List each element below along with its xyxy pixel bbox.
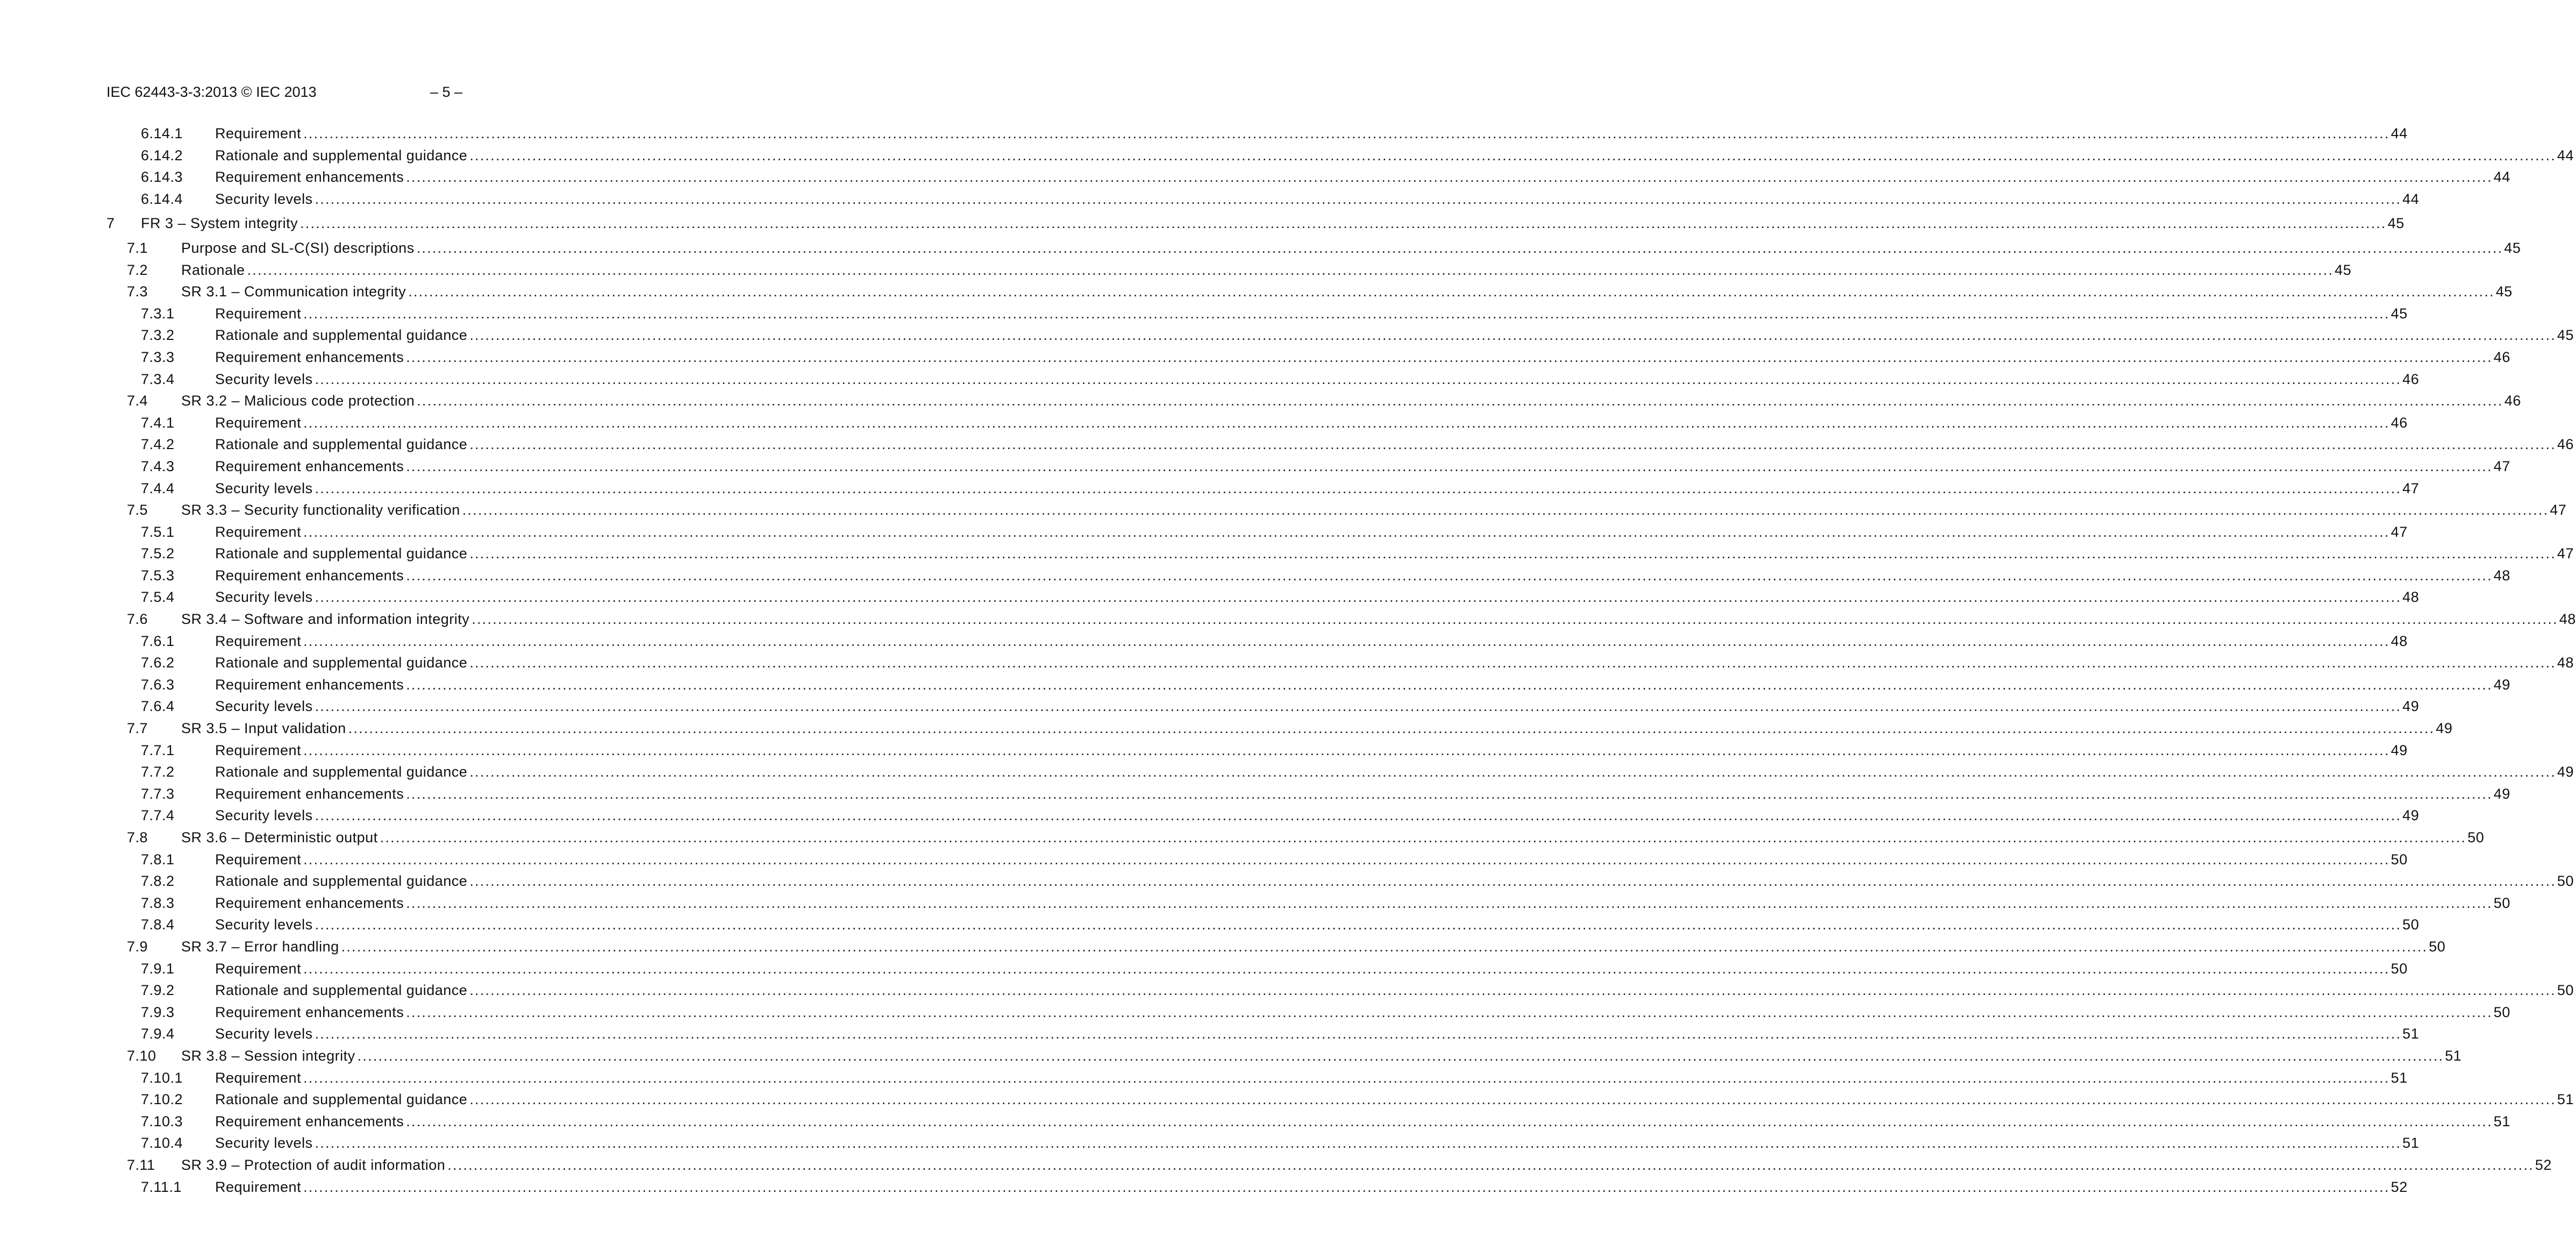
toc-entry-title: Requirement enhancements <box>215 784 406 804</box>
toc-entry-body <box>215 167 2510 187</box>
toc-entry[interactable] <box>106 1133 2420 1155</box>
page-number: – 5 – <box>430 84 463 100</box>
toc-entry-page: 45 <box>2495 283 2513 300</box>
toc-entry[interactable] <box>106 741 2408 763</box>
toc-entry-number: 7.5.1 <box>141 523 175 540</box>
dot-leader: ................................................................................................................................................................................................................................................................................................................................................................................................................ <box>303 632 2390 649</box>
toc-entry-title: Rationale and supplemental guidance <box>215 544 469 563</box>
toc-entry-number: 7.6 <box>127 611 148 628</box>
toc-entry-title: Requirement <box>215 1177 303 1197</box>
toc-entry-page: 46 <box>2493 349 2510 365</box>
toc-entry-body <box>215 806 2420 825</box>
toc-entry-number: 7.3.4 <box>141 371 175 387</box>
toc-entry-title: Rationale and supplemental guidance <box>215 325 469 345</box>
toc-entry-number: 7.10.3 <box>141 1113 183 1129</box>
toc-entry[interactable] <box>106 980 2574 1003</box>
dot-leader: ................................................................................................................................................................................................................................................................................................................................................................................................................ <box>462 502 2549 518</box>
toc-entry[interactable] <box>106 347 2510 369</box>
toc-entry-title: Requirement enhancements <box>215 675 406 694</box>
dot-leader: ................................................................................................................................................................................................................................................................................................................................................................................................................ <box>303 960 2390 977</box>
toc-entry[interactable] <box>106 304 2408 326</box>
toc-entry-page: 46 <box>2504 393 2521 409</box>
toc-entry-number: 7.3 <box>127 283 148 300</box>
toc-entry-page: 48 <box>2559 611 2576 628</box>
toc-entry-number: 7.7.3 <box>141 785 175 802</box>
toc-entry-title: FR 3 – System integrity <box>141 214 300 233</box>
toc-entry-title: Purpose and SL-C(SI) descriptions <box>181 238 417 258</box>
toc-entry-page: 48 <box>2557 655 2574 671</box>
toc-entry-title: Security levels <box>215 696 315 716</box>
dot-leader: ................................................................................................................................................................................................................................................................................................................................................................................................................ <box>315 190 2402 207</box>
toc-entry-body <box>215 435 2574 454</box>
dot-leader: ................................................................................................................................................................................................................................................................................................................................................................................................................ <box>469 764 2556 780</box>
toc-entry-body <box>215 1068 2408 1088</box>
dot-leader: ................................................................................................................................................................................................................................................................................................................................................................................................................ <box>300 215 2387 232</box>
toc-entry-page: 50 <box>2493 894 2510 911</box>
toc-entry-body <box>215 915 2420 934</box>
toc-entry[interactable] <box>106 631 2408 653</box>
toc-entry-number: 7.10.4 <box>141 1135 183 1152</box>
toc-entry-page: 47 <box>2550 502 2567 518</box>
toc-entry-title: Rationale and supplemental guidance <box>215 435 469 454</box>
toc-entry-title: Rationale and supplemental guidance <box>215 871 469 891</box>
toc-entry[interactable] <box>106 871 2574 893</box>
toc-entry-body <box>215 325 2574 345</box>
toc-entry-number: 7.9.1 <box>141 960 175 977</box>
toc-entry-number: 6.14.3 <box>141 169 183 186</box>
toc-entry-number: 7.4.3 <box>141 458 175 474</box>
toc-entry-page: 50 <box>2557 873 2574 890</box>
toc-entry-number: 7.7.4 <box>141 807 175 824</box>
toc-entry-title: Rationale and supplemental guidance <box>215 762 469 781</box>
toc-entry-page: 46 <box>2402 371 2420 387</box>
dot-leader: ................................................................................................................................................................................................................................................................................................................................................................................................................ <box>341 938 2428 955</box>
toc-entry[interactable] <box>106 238 2521 260</box>
dot-leader: ................................................................................................................................................................................................................................................................................................................................................................................................................ <box>303 523 2390 540</box>
toc-entry-title: Requirement <box>215 741 303 760</box>
dot-leader: ................................................................................................................................................................................................................................................................................................................................................................................................................ <box>406 1113 2493 1129</box>
toc-entry-title: SR 3.2 – Malicious code protection <box>181 391 417 410</box>
toc-entry-number: 7.6.4 <box>141 698 175 715</box>
toc-entry[interactable] <box>106 566 2510 588</box>
toc-entry-title: Requirement enhancements <box>215 893 406 913</box>
toc-entry[interactable] <box>106 762 2574 784</box>
toc-entry-title: SR 3.9 – Protection of audit information <box>181 1155 447 1175</box>
toc-entry-page: 44 <box>2402 190 2420 207</box>
toc-entry-body <box>181 238 2521 258</box>
dot-leader: ................................................................................................................................................................................................................................................................................................................................................................................................................ <box>406 785 2493 802</box>
toc-entry-title: Rationale <box>181 260 247 280</box>
toc-entry[interactable] <box>106 325 2574 347</box>
toc-entry-body <box>215 124 2408 143</box>
dot-leader: ................................................................................................................................................................................................................................................................................................................................................................................................................ <box>315 916 2402 933</box>
dot-leader: ................................................................................................................................................................................................................................................................................................................................................................................................................ <box>469 436 2556 453</box>
toc-entry-number: 7.3.3 <box>141 349 175 365</box>
toc-entry-page: 51 <box>2493 1113 2510 1129</box>
toc-entry[interactable] <box>106 479 2420 501</box>
toc-entry-number: 7.11.1 <box>141 1178 182 1195</box>
toc-entry-page: 50 <box>2391 960 2408 977</box>
toc-entry-body <box>215 1177 2408 1197</box>
toc-entry-title: Rationale and supplemental guidance <box>215 980 469 1000</box>
toc-entry[interactable] <box>106 1003 2510 1025</box>
toc-entry-body <box>215 850 2408 869</box>
dot-leader: ................................................................................................................................................................................................................................................................................................................................................................................................................ <box>472 611 2558 628</box>
toc-entry-number: 7.8.4 <box>141 916 175 933</box>
toc-entry-body <box>141 214 2404 233</box>
toc-entry-number: 7.5.2 <box>141 545 175 562</box>
toc-entry-page: 48 <box>2493 567 2510 584</box>
toc-entry-body <box>215 522 2408 542</box>
dot-leader: ................................................................................................................................................................................................................................................................................................................................................................................................................ <box>303 1069 2390 1086</box>
toc-entry-body <box>215 631 2408 651</box>
toc-entry-title: Requirement <box>215 522 303 542</box>
table-of-contents <box>106 124 2576 1199</box>
toc-entry[interactable] <box>106 915 2420 937</box>
toc-entry[interactable] <box>106 1068 2408 1090</box>
toc-entry-number: 7.6.2 <box>141 655 175 671</box>
dot-leader: ................................................................................................................................................................................................................................................................................................................................................................................................................ <box>416 239 2503 256</box>
toc-entry-body <box>181 828 2485 847</box>
toc-entry-number: 6.14.1 <box>141 125 183 141</box>
toc-entry-page: 46 <box>2557 436 2574 453</box>
toc-entry-body <box>215 146 2574 165</box>
toc-entry-title: Rationale and supplemental guidance <box>215 653 469 672</box>
toc-entry-title: SR 3.5 – Input validation <box>181 719 348 738</box>
dot-leader: ................................................................................................................................................................................................................................................................................................................................................................................................................ <box>406 567 2493 584</box>
dot-leader: ................................................................................................................................................................................................................................................................................................................................................................................................................ <box>247 261 2334 278</box>
dot-leader: ................................................................................................................................................................................................................................................................................................................................................................................................................ <box>315 1026 2402 1042</box>
toc-entry-page: 48 <box>2402 589 2420 606</box>
dot-leader: ................................................................................................................................................................................................................................................................................................................................................................................................................ <box>315 698 2402 715</box>
toc-entry-title: SR 3.7 – Error handling <box>181 937 341 956</box>
toc-entry-page: 50 <box>2493 1004 2510 1020</box>
toc-entry-number: 7.9.4 <box>141 1026 175 1042</box>
toc-entry[interactable] <box>106 214 2404 236</box>
toc-entry-body <box>181 719 2453 738</box>
toc-entry-number: 7.8.1 <box>141 851 175 868</box>
dot-leader: ................................................................................................................................................................................................................................................................................................................................................................................................................ <box>315 589 2402 606</box>
toc-entry-title: Security levels <box>215 189 315 209</box>
toc-entry-title: Requirement <box>215 850 303 869</box>
toc-entry-body <box>215 784 2510 804</box>
toc-entry-body <box>215 1090 2574 1109</box>
dot-leader: ................................................................................................................................................................................................................................................................................................................................................................................................................ <box>447 1156 2534 1173</box>
toc-entry-number: 7 <box>106 215 115 232</box>
dot-leader: ................................................................................................................................................................................................................................................................................................................................................................................................................ <box>303 125 2390 141</box>
toc-entry[interactable] <box>106 282 2513 304</box>
toc-entry[interactable] <box>106 587 2420 609</box>
toc-entry-number: 7.9.2 <box>141 982 175 999</box>
toc-entry[interactable] <box>106 696 2420 719</box>
toc-entry-page: 49 <box>2402 698 2420 715</box>
toc-entry[interactable] <box>106 784 2510 806</box>
toc-entry-body <box>215 189 2420 209</box>
toc-entry-body <box>215 762 2574 781</box>
toc-entry-number: 7.7 <box>127 720 148 737</box>
toc-entry-number: 7.7.1 <box>141 742 175 758</box>
toc-entry-page: 45 <box>2391 305 2408 322</box>
toc-entry-page: 44 <box>2493 169 2510 186</box>
toc-entry-page: 47 <box>2557 545 2574 562</box>
dot-leader: ................................................................................................................................................................................................................................................................................................................................................................................................................ <box>406 894 2493 911</box>
toc-entry-number: 7.6.1 <box>141 632 175 649</box>
toc-entry-number: 7.9 <box>127 938 148 955</box>
toc-entry-title: Security levels <box>215 369 315 389</box>
toc-entry-page: 45 <box>2387 215 2404 232</box>
toc-entry[interactable] <box>106 544 2574 566</box>
toc-entry-title: Rationale and supplemental guidance <box>215 1090 469 1109</box>
toc-entry-title: Requirement enhancements <box>215 1112 406 1131</box>
dot-leader: ................................................................................................................................................................................................................................................................................................................................................................................................................ <box>406 349 2493 365</box>
toc-entry-title: Requirement enhancements <box>215 1003 406 1022</box>
dot-leader: ................................................................................................................................................................................................................................................................................................................................................................................................................ <box>469 545 2556 562</box>
toc-entry-body <box>215 1133 2420 1153</box>
toc-entry-body <box>215 347 2510 367</box>
page-header <box>106 84 789 105</box>
toc-entry[interactable] <box>106 413 2408 435</box>
toc-entry[interactable] <box>106 653 2574 675</box>
toc-entry-number: 7.3.2 <box>141 327 175 344</box>
toc-entry-title: Requirement <box>215 413 303 432</box>
toc-entry-page: 46 <box>2391 414 2408 431</box>
toc-entry[interactable] <box>106 189 2420 211</box>
dot-leader: ................................................................................................................................................................................................................................................................................................................................................................................................................ <box>303 414 2390 431</box>
toc-entry-number: 6.14.2 <box>141 147 183 164</box>
toc-entry[interactable] <box>106 850 2408 872</box>
toc-entry-body <box>215 413 2408 432</box>
toc-entry-body <box>215 479 2420 498</box>
toc-entry-title: Security levels <box>215 806 315 825</box>
toc-entry[interactable] <box>106 1090 2574 1112</box>
toc-entry[interactable] <box>106 828 2485 850</box>
toc-entry-number: 7.4.1 <box>141 414 175 431</box>
toc-entry-number: 7.10.2 <box>141 1091 183 1108</box>
toc-entry-page: 49 <box>2391 742 2408 758</box>
toc-entry-title: Requirement enhancements <box>215 347 406 367</box>
toc-entry-body <box>215 653 2574 672</box>
dot-leader: ................................................................................................................................................................................................................................................................................................................................................................................................................ <box>303 851 2390 868</box>
toc-entry-title: Requirement <box>215 304 303 323</box>
dot-leader: ................................................................................................................................................................................................................................................................................................................................................................................................................ <box>315 807 2402 824</box>
toc-entry-body <box>215 566 2510 585</box>
toc-entry-title: Security levels <box>215 479 315 498</box>
toc-entry[interactable] <box>106 1112 2510 1134</box>
toc-entry[interactable] <box>106 1155 2552 1177</box>
dot-leader: ................................................................................................................................................................................................................................................................................................................................................................................................................ <box>406 1004 2493 1020</box>
toc-entry[interactable] <box>106 124 2408 146</box>
toc-entry-page: 47 <box>2391 523 2408 540</box>
toc-entry[interactable] <box>106 369 2420 392</box>
toc-entry[interactable] <box>106 675 2510 697</box>
toc-entry-page: 48 <box>2391 632 2408 649</box>
toc-entry-number: 7.4 <box>127 393 148 409</box>
toc-entry[interactable] <box>106 1024 2420 1046</box>
dot-leader: ................................................................................................................................................................................................................................................................................................................................................................................................................ <box>417 393 2503 409</box>
toc-entry-body <box>181 1046 2462 1065</box>
toc-entry-title: Requirement enhancements <box>215 566 406 585</box>
toc-entry[interactable] <box>106 260 2352 282</box>
toc-entry[interactable] <box>106 1046 2462 1068</box>
toc-entry-number: 7.11 <box>127 1156 155 1173</box>
dot-leader: ................................................................................................................................................................................................................................................................................................................................................................................................................ <box>315 1135 2402 1152</box>
toc-entry-body <box>215 457 2510 476</box>
toc-entry-title: Requirement enhancements <box>215 167 406 187</box>
toc-entry-body <box>181 260 2352 280</box>
toc-entry-page: 52 <box>2391 1178 2408 1195</box>
toc-entry-body <box>215 304 2408 323</box>
dot-leader: ................................................................................................................................................................................................................................................................................................................................................................................................................ <box>303 742 2390 758</box>
toc-entry-body <box>215 959 2408 978</box>
dot-leader: ................................................................................................................................................................................................................................................................................................................................................................................................................ <box>380 829 2467 845</box>
toc-entry-page: 50 <box>2402 916 2420 933</box>
toc-entry[interactable] <box>106 893 2510 915</box>
toc-entry-title: Requirement <box>215 124 303 143</box>
toc-entry-body <box>215 893 2510 913</box>
toc-entry-title: SR 3.1 – Communication integrity <box>181 282 408 301</box>
toc-entry-page: 45 <box>2335 261 2352 278</box>
toc-entry-page: 44 <box>2557 147 2574 164</box>
toc-entry-title: Rationale and supplemental guidance <box>215 146 469 165</box>
toc-entry-title: Security levels <box>215 915 315 934</box>
toc-entry-body <box>215 369 2420 389</box>
toc-entry-body <box>181 609 2576 629</box>
toc-entry[interactable] <box>106 435 2574 457</box>
toc-entry-number: 7.1 <box>127 239 148 256</box>
toc-entry-page: 50 <box>2429 938 2446 955</box>
toc-entry-body <box>181 391 2521 410</box>
toc-entry-body <box>215 1112 2510 1131</box>
toc-entry[interactable] <box>106 457 2510 479</box>
toc-entry-page: 49 <box>2402 807 2420 824</box>
toc-entry-title: Requirement enhancements <box>215 457 406 476</box>
toc-entry[interactable] <box>106 522 2408 544</box>
toc-entry-number: 7.10.1 <box>141 1069 183 1086</box>
toc-entry-number: 7.4.4 <box>141 480 175 496</box>
toc-entry-page: 51 <box>2391 1069 2408 1086</box>
toc-entry[interactable] <box>106 806 2420 828</box>
toc-entry-title: Security levels <box>215 1024 315 1043</box>
toc-entry-page: 47 <box>2402 480 2420 496</box>
toc-entry-page: 47 <box>2493 458 2510 474</box>
dot-leader: ................................................................................................................................................................................................................................................................................................................................................................................................................ <box>469 327 2556 344</box>
toc-entry-body <box>215 675 2510 694</box>
toc-entry-number: 7.4.2 <box>141 436 175 453</box>
toc-entry[interactable] <box>106 391 2521 413</box>
toc-entry-title: Security levels <box>215 1133 315 1153</box>
dot-leader: ................................................................................................................................................................................................................................................................................................................................................................................................................ <box>315 371 2402 387</box>
toc-entry-page: 52 <box>2535 1156 2552 1173</box>
toc-entry-page: 49 <box>2557 764 2574 780</box>
toc-entry-number: 7.3.1 <box>141 305 175 322</box>
toc-entry[interactable] <box>106 609 2576 631</box>
dot-leader: ................................................................................................................................................................................................................................................................................................................................................................................................................ <box>469 655 2556 671</box>
dot-leader: ................................................................................................................................................................................................................................................................................................................................................................................................................ <box>303 305 2390 322</box>
toc-entry-number: 7.5.3 <box>141 567 175 584</box>
toc-entry-number: 7.5.4 <box>141 589 175 606</box>
dot-leader: ................................................................................................................................................................................................................................................................................................................................................................................................................ <box>315 480 2402 496</box>
toc-entry-number: 7.6.3 <box>141 676 175 693</box>
toc-entry-page: 45 <box>2557 327 2574 344</box>
dot-leader: ................................................................................................................................................................................................................................................................................................................................................................................................................ <box>406 458 2493 474</box>
toc-entry-number: 7.9.3 <box>141 1004 175 1020</box>
toc-entry-body <box>181 500 2567 520</box>
toc-entry-body <box>181 282 2513 301</box>
toc-entry-page: 50 <box>2467 829 2485 845</box>
toc-entry-title: Requirement <box>215 631 303 651</box>
toc-entry-page: 44 <box>2391 125 2408 141</box>
toc-entry-page: 50 <box>2391 851 2408 868</box>
document-id: IEC 62443-3-3:2013 © IEC 2013 <box>106 84 317 100</box>
dot-leader: ................................................................................................................................................................................................................................................................................................................................................................................................................ <box>357 1047 2444 1064</box>
dot-leader: ................................................................................................................................................................................................................................................................................................................................................................................................................ <box>469 873 2556 890</box>
toc-entry-body <box>181 937 2446 956</box>
toc-entry-title: SR 3.3 – Security functionality verification <box>181 500 462 520</box>
toc-entry-body <box>181 1155 2552 1175</box>
toc-entry-page: 45 <box>2504 239 2521 256</box>
toc-entry-page: 49 <box>2436 720 2453 737</box>
toc-entry-page: 51 <box>2402 1026 2420 1042</box>
toc-entry[interactable] <box>106 500 2567 522</box>
dot-leader: ................................................................................................................................................................................................................................................................................................................................................................................................................ <box>408 283 2495 300</box>
dot-leader: ................................................................................................................................................................................................................................................................................................................................................................................................................ <box>406 676 2493 693</box>
toc-entry-number: 7.2 <box>127 261 148 278</box>
toc-entry-title: Requirement <box>215 1068 303 1088</box>
toc-entry-number: 7.8.2 <box>141 873 175 890</box>
toc-entry-body <box>215 587 2420 607</box>
dot-leader: ................................................................................................................................................................................................................................................................................................................................................................................................................ <box>406 169 2493 186</box>
toc-entry[interactable] <box>106 959 2408 981</box>
dot-leader: ................................................................................................................................................................................................................................................................................................................................................................................................................ <box>469 147 2556 164</box>
toc-entry-body <box>215 1003 2510 1022</box>
dot-leader: ................................................................................................................................................................................................................................................................................................................................................................................................................ <box>348 720 2435 737</box>
toc-entry-body <box>215 544 2574 563</box>
dot-leader: ................................................................................................................................................................................................................................................................................................................................................................................................................ <box>469 982 2556 999</box>
toc-entry-title: Security levels <box>215 587 315 607</box>
toc-entry[interactable] <box>106 937 2446 959</box>
toc-entry-title: SR 3.4 – Software and information integrity <box>181 609 472 629</box>
toc-entry-number: 6.14.4 <box>141 190 183 207</box>
toc-entry-body <box>215 696 2420 716</box>
toc-entry[interactable] <box>106 167 2510 189</box>
toc-entry-body <box>215 871 2574 891</box>
toc-entry-title: SR 3.8 – Session integrity <box>181 1046 358 1065</box>
toc-entry[interactable] <box>106 719 2453 741</box>
toc-entry-number: 7.7.2 <box>141 764 175 780</box>
toc-entry-number: 7.8 <box>127 829 148 845</box>
toc-entry-number: 7.8.3 <box>141 894 175 911</box>
toc-entry-page: 50 <box>2557 982 2574 999</box>
toc-entry-body <box>215 1024 2420 1043</box>
dot-leader: ................................................................................................................................................................................................................................................................................................................................................................................................................ <box>303 1178 2390 1195</box>
toc-entry-page: 51 <box>2445 1047 2462 1064</box>
toc-entry-number: 7.5 <box>127 502 148 518</box>
toc-entry-page: 51 <box>2402 1135 2420 1152</box>
toc-entry-body <box>215 980 2574 1000</box>
toc-entry-title: Requirement <box>215 959 303 978</box>
toc-entry-page: 51 <box>2557 1091 2574 1108</box>
toc-entry[interactable] <box>106 1177 2408 1199</box>
toc-entry-body <box>215 741 2408 760</box>
dot-leader: ................................................................................................................................................................................................................................................................................................................................................................................................................ <box>469 1091 2556 1108</box>
toc-entry-page: 49 <box>2493 676 2510 693</box>
toc-entry-number: 7.10 <box>127 1047 156 1064</box>
toc-entry-page: 49 <box>2493 785 2510 802</box>
toc-entry-title: SR 3.6 – Deterministic output <box>181 828 380 847</box>
toc-entry[interactable] <box>106 146 2574 168</box>
